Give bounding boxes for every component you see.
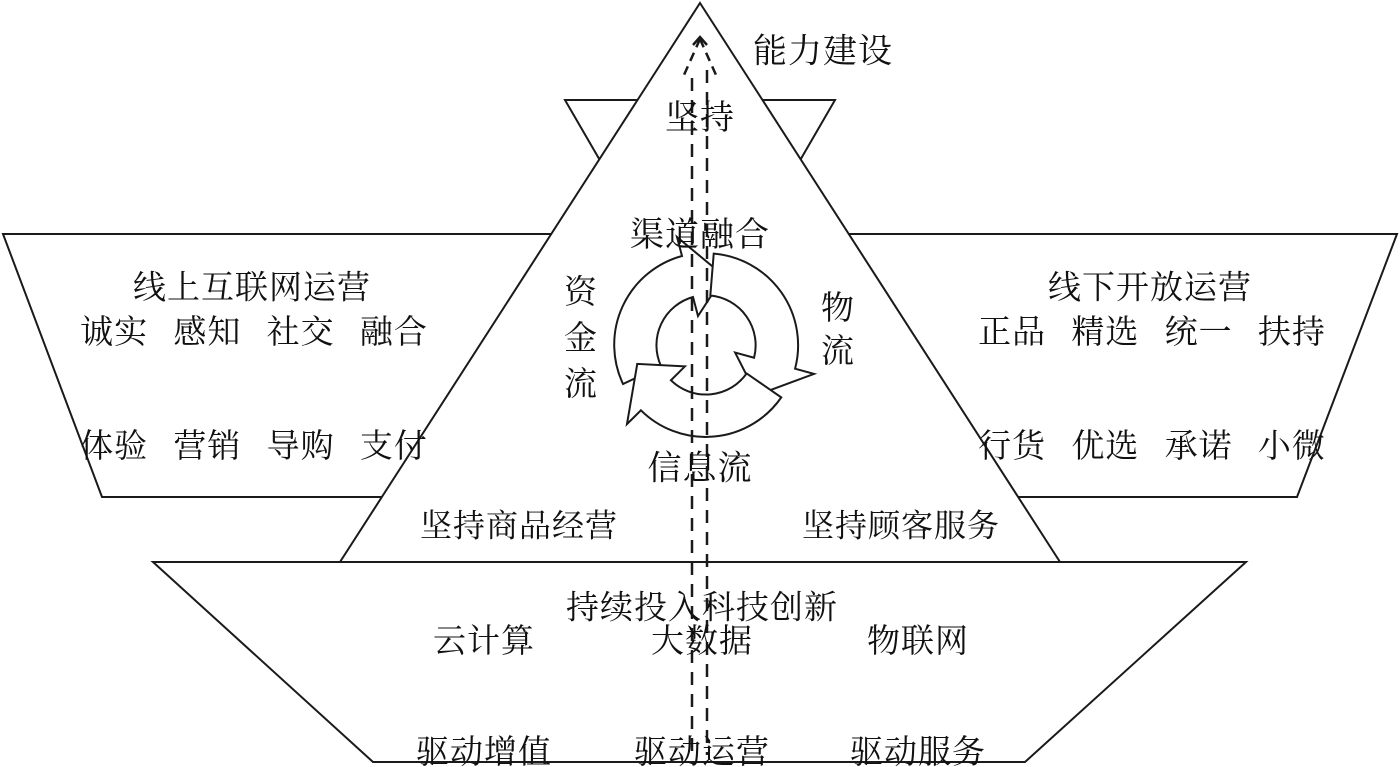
offline-items-row2: 行货 优选 承诺 小微 bbox=[978, 429, 1326, 465]
tech-innovation-title: 持续投入科技创新 bbox=[566, 590, 838, 627]
online-items-row1: 诚实 感知 社交 融合 bbox=[80, 315, 428, 351]
cloud-computing-line1: 云计算 bbox=[433, 624, 535, 660]
online-items-row2: 体验 营销 导购 支付 bbox=[80, 429, 428, 465]
big-data-column bbox=[634, 550, 770, 767]
channel-integration-label bbox=[630, 21, 770, 333]
offline-operations-items bbox=[978, 238, 1326, 542]
capability-building-label: 能力建设 bbox=[753, 33, 893, 71]
commodity-operation-label: 坚持商品经营 bbox=[419, 507, 619, 544]
big-data-line2: 驱动运营 bbox=[634, 735, 770, 767]
logistics-flow-label: 物流 bbox=[816, 290, 852, 376]
iot-column bbox=[850, 550, 986, 767]
online-operations-title: 线上互联网运营 bbox=[133, 270, 371, 307]
channel-integration-line2: 渠道融合 bbox=[630, 217, 770, 254]
information-flow-label: 信息流 bbox=[647, 450, 753, 488]
iot-line1: 物联网 bbox=[867, 624, 969, 660]
customer-service-label: 坚持顾客服务 bbox=[801, 507, 1001, 544]
iot-line2: 驱动服务 bbox=[850, 735, 986, 767]
cloud-computing-line2: 驱动增值 bbox=[416, 735, 552, 767]
channel-integration-line1: 坚持 bbox=[665, 100, 735, 137]
online-operations-items bbox=[80, 238, 428, 542]
offline-operations-title: 线下开放运营 bbox=[1048, 270, 1252, 307]
offline-items-row1: 正品 精选 统一 扶持 bbox=[978, 315, 1326, 351]
cloud-computing-column bbox=[416, 550, 552, 767]
big-data-line1: 大数据 bbox=[651, 624, 753, 660]
capital-flow-label: 资金流 bbox=[559, 274, 595, 412]
